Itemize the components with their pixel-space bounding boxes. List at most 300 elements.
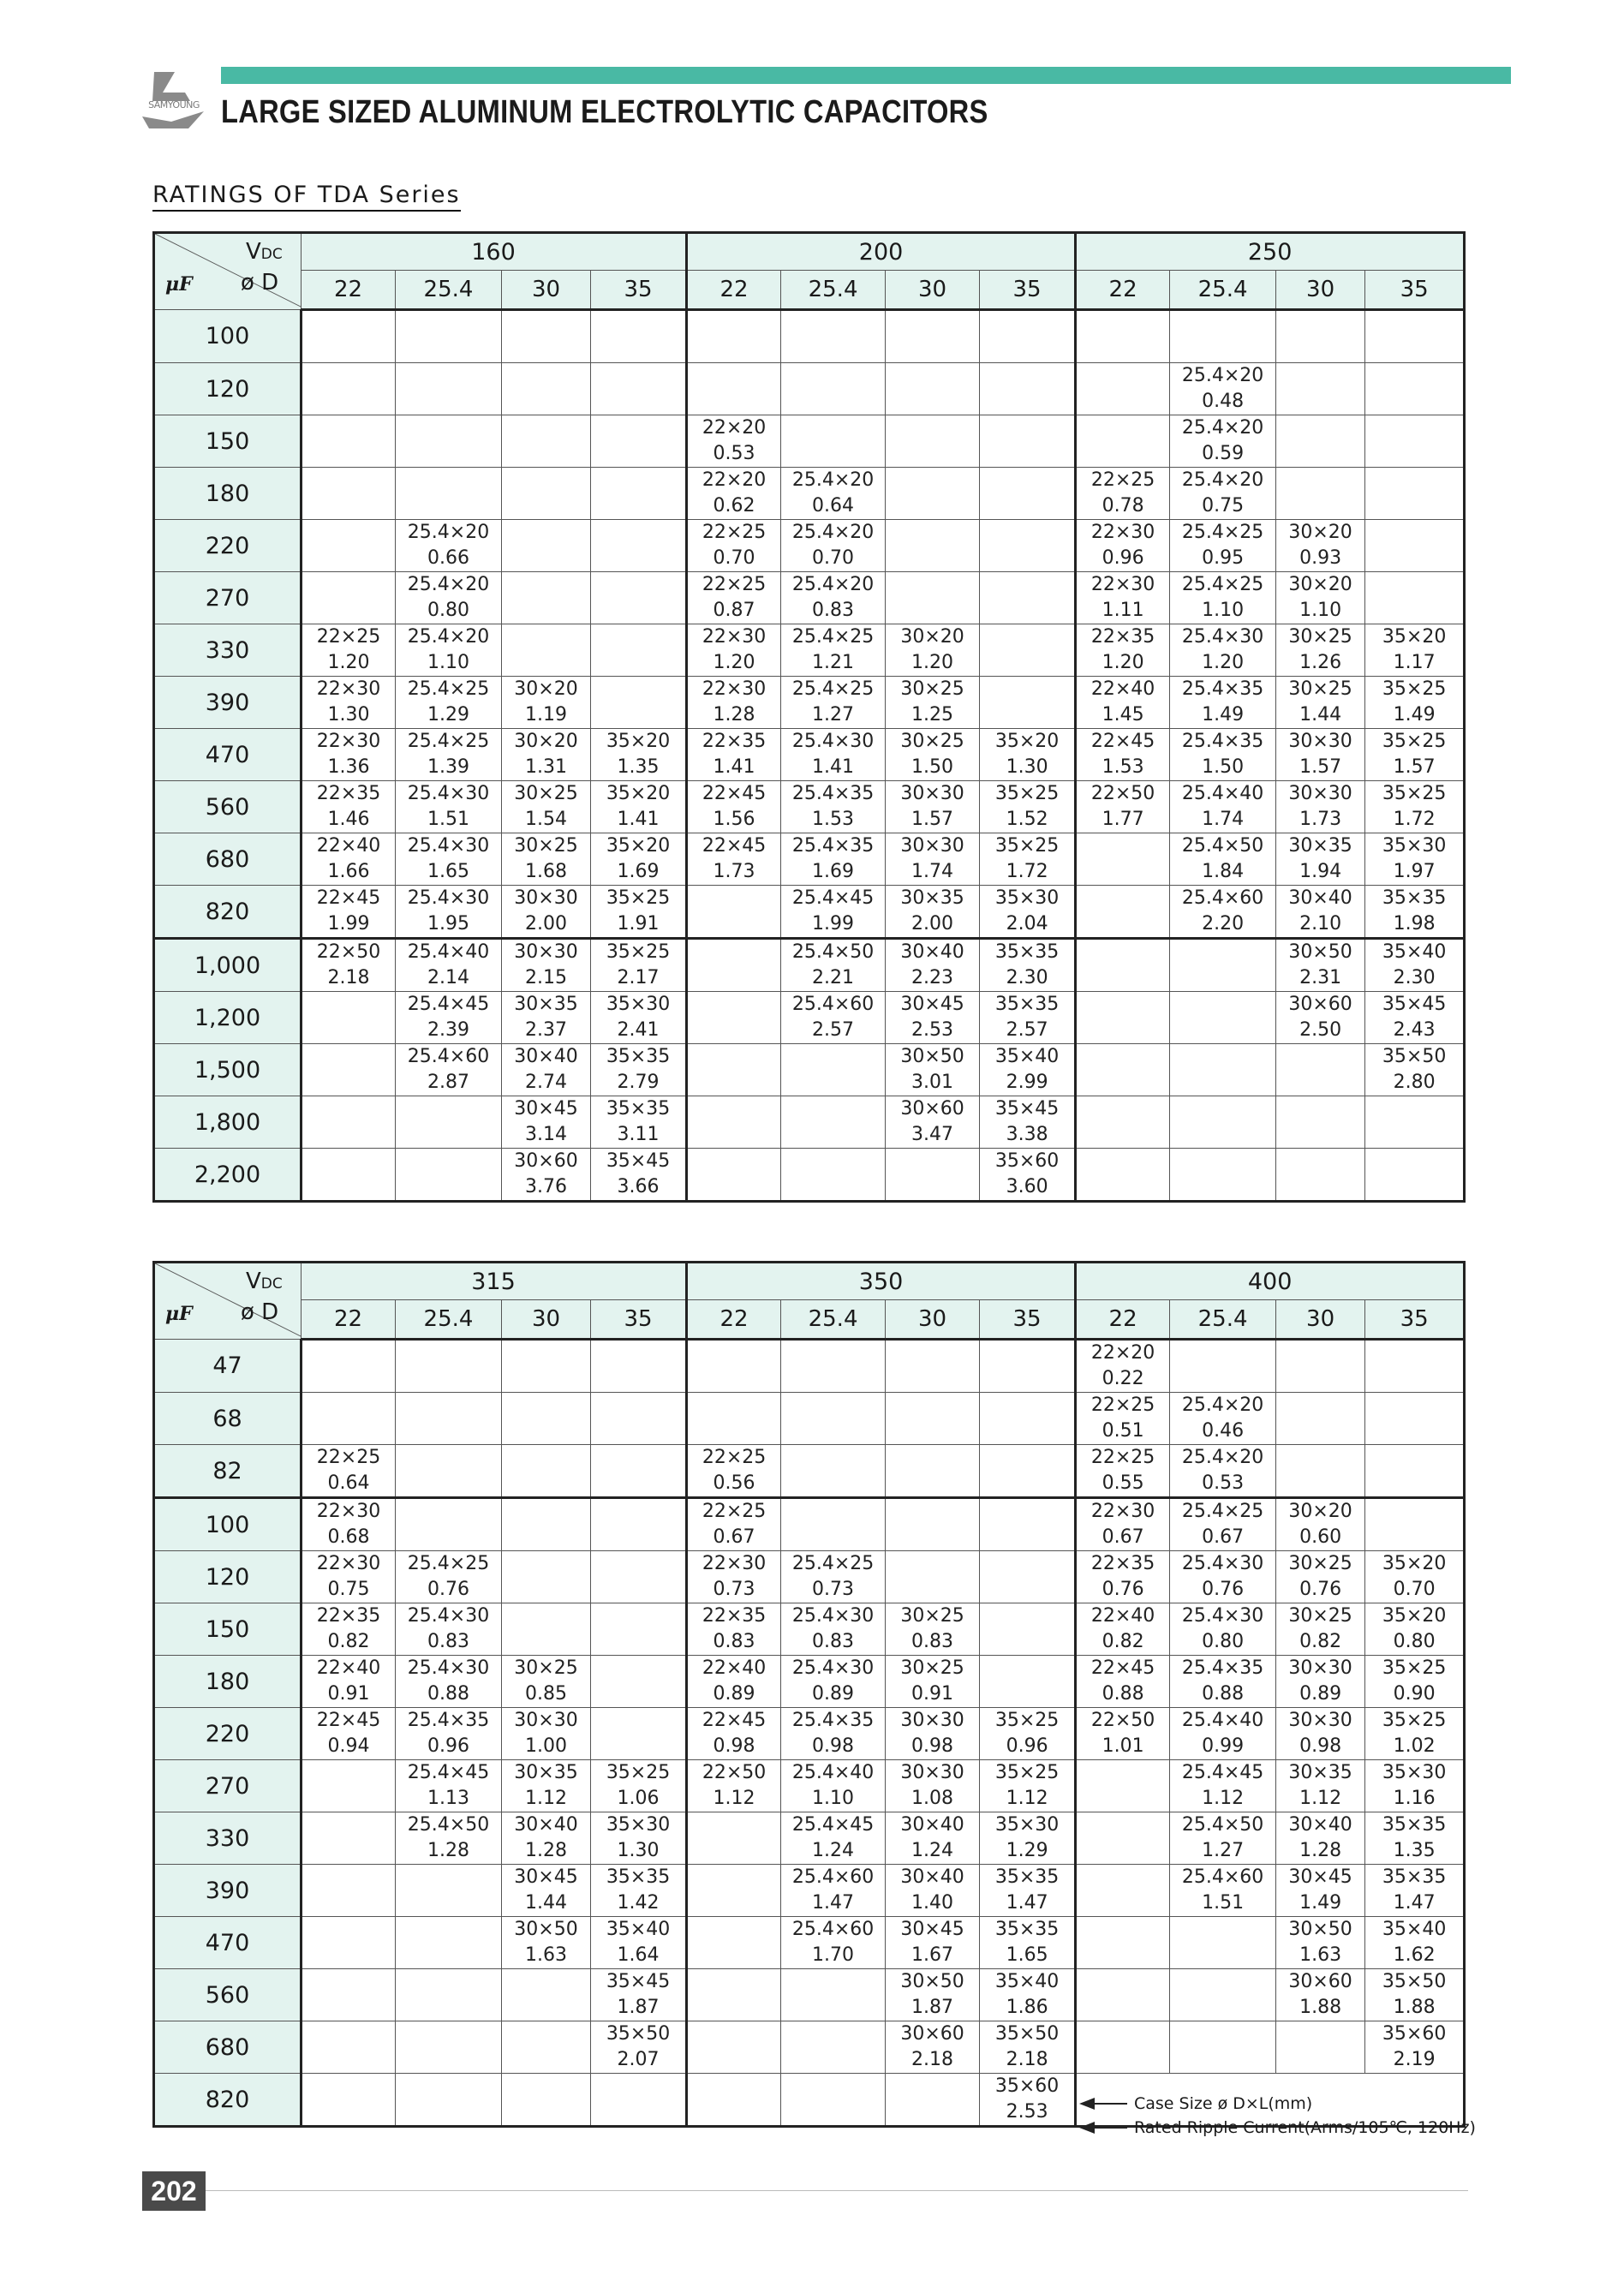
ripple-current: 1.11 bbox=[1102, 600, 1144, 621]
rating-cell bbox=[396, 1393, 502, 1445]
table-row bbox=[154, 1760, 1465, 1812]
case-size: 22×35 bbox=[1090, 626, 1155, 648]
ripple-current bbox=[1077, 1943, 1169, 1968]
case-size: 25.4×20 bbox=[1181, 1447, 1264, 1468]
case-size: 25.4×30 bbox=[1181, 626, 1264, 648]
rating-cell bbox=[781, 886, 886, 939]
rating-cell bbox=[502, 2074, 591, 2127]
case-size bbox=[502, 1603, 590, 1629]
case-size: 30×50 bbox=[900, 1046, 964, 1067]
ripple-current: 0.73 bbox=[713, 1579, 755, 1600]
ripple-current bbox=[1365, 1366, 1463, 1392]
rating-cell bbox=[302, 468, 396, 520]
rating-cell bbox=[591, 939, 687, 992]
rating-cell bbox=[396, 1096, 502, 1149]
diameter-header: 22 bbox=[302, 1300, 396, 1340]
ripple-current: 1.10 bbox=[1299, 600, 1342, 621]
case-size: 22×25 bbox=[316, 1447, 381, 1468]
diameter-header: 35 bbox=[980, 271, 1076, 310]
case-size: 22×30 bbox=[1090, 522, 1155, 543]
ripple-current: 3.60 bbox=[1006, 1176, 1048, 1197]
ripple-current: 1.08 bbox=[911, 1788, 954, 1809]
rating-cell bbox=[1076, 1917, 1170, 1969]
rating-cell bbox=[1276, 624, 1365, 677]
rating-cell bbox=[1365, 992, 1465, 1044]
case-size: 22×50 bbox=[702, 1762, 767, 1783]
ripple-current bbox=[1077, 2047, 1169, 2073]
rating-cell bbox=[886, 833, 980, 886]
ripple-current: 0.76 bbox=[1202, 1579, 1245, 1600]
rating-cell bbox=[502, 1708, 591, 1760]
rating-cell bbox=[1170, 572, 1276, 624]
footer-rule bbox=[206, 2190, 1468, 2191]
rating-cell bbox=[687, 1096, 781, 1149]
diameter-header: 35 bbox=[980, 1300, 1076, 1340]
case-size: 25.4×25 bbox=[407, 731, 490, 752]
rating-cell bbox=[980, 572, 1076, 624]
voltage-header: 350 bbox=[687, 1263, 1076, 1300]
diameter-header: 22 bbox=[1076, 1300, 1170, 1340]
rating-cell bbox=[502, 310, 591, 363]
rating-cell bbox=[591, 572, 687, 624]
case-size bbox=[1077, 1812, 1169, 1838]
rating-cell bbox=[687, 886, 781, 939]
case-size: 30×20 bbox=[900, 626, 964, 648]
ripple-current: 0.99 bbox=[1202, 1735, 1245, 1757]
table-row bbox=[154, 1340, 1465, 1393]
case-size: 25.4×60 bbox=[1181, 1866, 1264, 1888]
case-size bbox=[302, 2021, 395, 2047]
rating-cell bbox=[1365, 1603, 1465, 1656]
case-size bbox=[1276, 1096, 1364, 1122]
ripple-current bbox=[302, 389, 395, 415]
case-size bbox=[886, 1341, 979, 1366]
ripple-current bbox=[302, 1018, 395, 1043]
ripple-current bbox=[591, 441, 685, 467]
case-size: 35×25 bbox=[606, 887, 671, 909]
case-size bbox=[1170, 1969, 1275, 1995]
ripple-current bbox=[591, 1418, 685, 1444]
ripple-current: 0.98 bbox=[812, 1735, 855, 1757]
ripple-current: 0.96 bbox=[1006, 1735, 1048, 1757]
case-size: 30×30 bbox=[900, 835, 964, 857]
rating-cell bbox=[886, 1760, 980, 1812]
ripple-current: 1.35 bbox=[617, 756, 660, 778]
ripple-current: 2.19 bbox=[1393, 2049, 1436, 2070]
ripple-current: 1.31 bbox=[525, 756, 567, 778]
rating-cell bbox=[687, 781, 781, 833]
ripple-current bbox=[1276, 337, 1364, 362]
ripple-current bbox=[980, 389, 1074, 415]
ripple-current bbox=[302, 1174, 395, 1200]
ripple-current: 1.63 bbox=[1299, 1944, 1342, 1966]
rating-cell bbox=[1365, 1812, 1465, 1865]
ripple-current bbox=[1365, 1122, 1463, 1148]
ripple-current: 1.57 bbox=[1393, 756, 1436, 778]
ripple-current: 0.83 bbox=[812, 600, 855, 621]
case-size: 30×30 bbox=[1288, 1710, 1352, 1731]
case-size: 35×35 bbox=[1382, 1866, 1447, 1888]
ripple-current bbox=[591, 1525, 685, 1550]
rating-cell bbox=[1170, 1969, 1276, 2021]
rating-cell bbox=[687, 992, 781, 1044]
ripple-current bbox=[980, 546, 1074, 571]
ripple-current: 2.15 bbox=[525, 967, 567, 988]
case-size: 35×35 bbox=[606, 1098, 671, 1120]
case-size: 25.4×20 bbox=[791, 574, 875, 595]
ripple-current: 1.99 bbox=[327, 913, 370, 934]
rating-cell bbox=[1276, 1708, 1365, 1760]
rating-cell bbox=[1365, 1708, 1465, 1760]
case-size bbox=[980, 677, 1074, 702]
rating-cell bbox=[502, 468, 591, 520]
rating-cell bbox=[1170, 2021, 1276, 2074]
rating-cell bbox=[502, 520, 591, 572]
case-size bbox=[502, 415, 590, 441]
rating-cell bbox=[781, 1551, 886, 1603]
rating-cell bbox=[302, 1760, 396, 1812]
table-row bbox=[154, 572, 1465, 624]
rating-cell bbox=[591, 886, 687, 939]
rating-cell bbox=[781, 1393, 886, 1445]
case-size: 35×25 bbox=[606, 1762, 671, 1783]
capacitance-row-header: 270 bbox=[154, 1760, 302, 1812]
rating-cell bbox=[980, 1917, 1076, 1969]
ripple-current: 0.89 bbox=[812, 1683, 855, 1705]
ripple-current: 1.64 bbox=[617, 1944, 660, 1966]
case-size bbox=[1365, 572, 1463, 598]
ripple-current: 0.67 bbox=[713, 1526, 755, 1548]
ripple-current bbox=[1276, 1418, 1364, 1444]
rating-cell bbox=[1276, 781, 1365, 833]
ripple-current: 2.18 bbox=[1006, 2049, 1048, 2070]
case-size: 25.4×20 bbox=[407, 522, 490, 543]
ripple-current: 1.21 bbox=[812, 652, 855, 673]
ripple-current bbox=[886, 493, 979, 519]
ripple-current: 2.00 bbox=[525, 913, 567, 934]
rating-cell bbox=[886, 1393, 980, 1445]
case-size: 30×30 bbox=[514, 887, 578, 909]
case-size bbox=[688, 1917, 780, 1943]
case-size: 22×30 bbox=[316, 1553, 381, 1574]
diameter-header: 30 bbox=[1276, 1300, 1365, 1340]
ripple-current bbox=[1170, 2047, 1275, 2073]
ripple-current bbox=[1365, 389, 1463, 415]
case-size bbox=[591, 1341, 685, 1366]
ripple-current: 1.53 bbox=[1102, 756, 1144, 778]
rating-cell bbox=[886, 1340, 980, 1393]
arrow-left-icon bbox=[1079, 2121, 1127, 2135]
ripple-current: 1.46 bbox=[327, 809, 370, 830]
rating-cell bbox=[302, 1044, 396, 1096]
case-size: 30×30 bbox=[900, 1762, 964, 1783]
ripple-current bbox=[1077, 859, 1169, 885]
ripple-current: 1.24 bbox=[911, 1840, 954, 1861]
ripple-current: 1.10 bbox=[1202, 600, 1245, 621]
ripple-current bbox=[688, 965, 780, 991]
ripple-current: 1.53 bbox=[812, 809, 855, 830]
ripple-current: 0.22 bbox=[1102, 1368, 1144, 1389]
case-size bbox=[781, 1149, 885, 1174]
rating-cell bbox=[781, 1445, 886, 1498]
table-row bbox=[154, 520, 1465, 572]
ripple-current: 1.49 bbox=[1299, 1892, 1342, 1914]
rating-cell bbox=[1076, 1044, 1170, 1096]
capacitance-row-header: 680 bbox=[154, 2021, 302, 2074]
rating-cell bbox=[1365, 1340, 1465, 1393]
rating-cell bbox=[781, 1708, 886, 1760]
rating-cell bbox=[980, 363, 1076, 415]
ripple-current bbox=[688, 1122, 780, 1148]
ripple-current bbox=[502, 1471, 590, 1496]
case-size bbox=[688, 311, 780, 337]
case-size: 30×45 bbox=[514, 1866, 578, 1888]
case-size: 22×35 bbox=[316, 783, 381, 804]
ripple-current: 1.30 bbox=[1006, 756, 1048, 778]
ripple-current: 1.16 bbox=[1393, 1788, 1436, 1809]
ripple-current bbox=[591, 1734, 685, 1759]
ripple-current bbox=[688, 1418, 780, 1444]
ripple-current bbox=[886, 1174, 979, 1200]
case-size: 35×25 bbox=[1382, 1710, 1447, 1731]
case-size: 22×25 bbox=[1090, 1394, 1155, 1416]
ripple-current: 0.80 bbox=[1393, 1631, 1436, 1652]
case-size bbox=[980, 1603, 1074, 1629]
rating-cell bbox=[591, 1708, 687, 1760]
ripple-current bbox=[302, 1070, 395, 1096]
rating-cell bbox=[781, 992, 886, 1044]
rating-cell bbox=[980, 1656, 1076, 1708]
case-size bbox=[591, 624, 685, 650]
rating-cell bbox=[1076, 1551, 1170, 1603]
rating-cell bbox=[980, 1969, 1076, 2021]
ripple-current: 1.50 bbox=[1202, 756, 1245, 778]
rating-cell bbox=[502, 572, 591, 624]
rating-cell bbox=[591, 1551, 687, 1603]
ripple-current bbox=[302, 2047, 395, 2073]
case-size bbox=[502, 363, 590, 389]
case-size: 35×25 bbox=[1382, 783, 1447, 804]
case-size: 30×20 bbox=[514, 731, 578, 752]
ripple-current: 1.88 bbox=[1393, 1997, 1436, 2018]
ripple-current: 1.72 bbox=[1006, 861, 1048, 882]
case-size bbox=[1077, 1917, 1169, 1943]
case-size: 22×35 bbox=[702, 731, 767, 752]
ripple-current: 1.27 bbox=[1202, 1840, 1245, 1861]
ripple-current bbox=[688, 2047, 780, 2073]
ratings-table-160-250v bbox=[152, 231, 1466, 1203]
case-size: 30×50 bbox=[514, 1919, 578, 1940]
rating-cell bbox=[591, 992, 687, 1044]
ripple-current: 2.14 bbox=[427, 967, 469, 988]
case-size bbox=[396, 311, 501, 337]
corner-header bbox=[154, 233, 302, 310]
rating-cell bbox=[302, 677, 396, 729]
ripple-current: 2.30 bbox=[1006, 967, 1048, 988]
ripple-current bbox=[302, 1366, 395, 1392]
ripple-current: 1.20 bbox=[911, 652, 954, 673]
case-size: 35×40 bbox=[606, 1919, 671, 1940]
case-size: 22×45 bbox=[1090, 1657, 1155, 1679]
case-size: 22×20 bbox=[1090, 1342, 1155, 1364]
ripple-current bbox=[591, 598, 685, 624]
ripple-current: 0.64 bbox=[327, 1472, 370, 1494]
ripple-current: 1.69 bbox=[617, 861, 660, 882]
rating-cell bbox=[591, 1603, 687, 1656]
rating-cell bbox=[980, 1708, 1076, 1760]
ripple-current bbox=[781, 1366, 885, 1392]
ripple-current: 1.77 bbox=[1102, 809, 1144, 830]
case-size bbox=[980, 1393, 1074, 1418]
case-size: 22×25 bbox=[702, 1447, 767, 1468]
case-size: 30×20 bbox=[1288, 522, 1352, 543]
case-size bbox=[502, 1499, 590, 1525]
table-row bbox=[154, 468, 1465, 520]
rating-cell bbox=[1076, 1969, 1170, 2021]
rating-cell bbox=[302, 992, 396, 1044]
ripple-current: 0.85 bbox=[525, 1683, 567, 1705]
rating-cell bbox=[1170, 1096, 1276, 1149]
rating-cell bbox=[591, 1865, 687, 1917]
rating-cell bbox=[396, 1149, 502, 1202]
case-size: 35×30 bbox=[994, 1814, 1060, 1836]
case-size: 35×25 bbox=[1382, 731, 1447, 752]
rating-cell bbox=[1170, 1760, 1276, 1812]
rating-cell bbox=[396, 1917, 502, 1969]
ripple-current bbox=[1276, 1366, 1364, 1392]
rating-cell bbox=[687, 1708, 781, 1760]
case-size bbox=[781, 1445, 885, 1471]
rating-cell bbox=[396, 886, 502, 939]
capacitance-row-header: 150 bbox=[154, 415, 302, 468]
rating-cell bbox=[1170, 520, 1276, 572]
case-size: 25.4×30 bbox=[407, 887, 490, 909]
rating-cell bbox=[302, 2021, 396, 2074]
ripple-current bbox=[688, 1018, 780, 1043]
rating-cell bbox=[1276, 1149, 1365, 1202]
ripple-current bbox=[1077, 337, 1169, 362]
ripple-current: 1.98 bbox=[1393, 913, 1436, 934]
rating-cell bbox=[591, 1760, 687, 1812]
capacitance-row-header: 330 bbox=[154, 1812, 302, 1865]
rating-cell bbox=[591, 677, 687, 729]
ripple-current bbox=[980, 1577, 1074, 1603]
rating-cell bbox=[1076, 520, 1170, 572]
case-size: 30×25 bbox=[1288, 678, 1352, 700]
ripple-current: 2.10 bbox=[1299, 913, 1342, 934]
case-size: 22×50 bbox=[316, 941, 381, 963]
rating-cell bbox=[980, 1445, 1076, 1498]
ripple-current: 1.13 bbox=[427, 1788, 469, 1809]
case-size bbox=[688, 992, 780, 1018]
ripple-current bbox=[1077, 389, 1169, 415]
rating-cell bbox=[396, 1551, 502, 1603]
rating-cell bbox=[886, 1812, 980, 1865]
ripple-current bbox=[781, 1995, 885, 2021]
ratings-table-315-400v bbox=[152, 1261, 1466, 2128]
case-size bbox=[886, 363, 979, 389]
rating-cell bbox=[781, 1340, 886, 1393]
case-size bbox=[396, 1096, 501, 1122]
rating-cell bbox=[591, 1340, 687, 1393]
case-size: 22×25 bbox=[1090, 1447, 1155, 1468]
case-size bbox=[1276, 1445, 1364, 1471]
rating-cell bbox=[1170, 310, 1276, 363]
case-size: 22×40 bbox=[1090, 678, 1155, 700]
case-size: 25.4×20 bbox=[1181, 469, 1264, 491]
case-size: 25.4×25 bbox=[407, 1553, 490, 1574]
capacitance-unit-label: μF bbox=[165, 273, 193, 296]
diameter-header: 25.4 bbox=[781, 1300, 886, 1340]
rating-cell bbox=[1365, 1969, 1465, 2021]
ripple-current: 2.74 bbox=[525, 1072, 567, 1093]
case-size bbox=[980, 415, 1074, 441]
ripple-current bbox=[688, 1890, 780, 1916]
rating-cell bbox=[687, 1969, 781, 2021]
case-size bbox=[302, 1393, 395, 1418]
case-size bbox=[591, 1499, 685, 1525]
rating-cell bbox=[302, 1149, 396, 1202]
case-size bbox=[1365, 1149, 1463, 1174]
rating-cell bbox=[1170, 468, 1276, 520]
ripple-current bbox=[1276, 1122, 1364, 1148]
vdc-label: VDC bbox=[246, 239, 283, 265]
ripple-current: 1.51 bbox=[427, 809, 469, 830]
rating-cell bbox=[886, 1149, 980, 1202]
ripple-current: 1.47 bbox=[1393, 1892, 1436, 1914]
table-row bbox=[154, 1551, 1465, 1603]
ripple-current bbox=[591, 1629, 685, 1655]
case-size: 35×30 bbox=[1382, 835, 1447, 857]
case-size: 22×50 bbox=[1090, 783, 1155, 804]
rating-cell bbox=[502, 992, 591, 1044]
diameter-header: 30 bbox=[502, 1300, 591, 1340]
case-size bbox=[502, 1393, 590, 1418]
ripple-current bbox=[886, 337, 979, 362]
rating-cell bbox=[886, 520, 980, 572]
case-size bbox=[396, 2021, 501, 2047]
case-size bbox=[302, 520, 395, 546]
case-size bbox=[502, 311, 590, 337]
voltage-header: 200 bbox=[687, 233, 1076, 271]
case-size bbox=[302, 1969, 395, 1995]
rating-cell bbox=[1170, 781, 1276, 833]
case-size bbox=[1077, 2021, 1169, 2047]
case-size: 35×20 bbox=[606, 783, 671, 804]
case-size bbox=[1365, 1341, 1463, 1366]
ripple-current: 1.12 bbox=[1202, 1788, 1245, 1809]
case-size: 25.4×50 bbox=[791, 941, 875, 963]
rating-cell bbox=[980, 729, 1076, 781]
case-size bbox=[1077, 363, 1169, 389]
ripple-current bbox=[591, 650, 685, 676]
rating-cell bbox=[980, 939, 1076, 992]
case-size bbox=[1276, 311, 1364, 337]
case-size bbox=[302, 311, 395, 337]
ripple-current: 1.69 bbox=[812, 861, 855, 882]
ripple-current bbox=[502, 1366, 590, 1392]
rating-cell bbox=[591, 1445, 687, 1498]
case-size bbox=[1365, 1096, 1463, 1122]
rating-cell bbox=[687, 1760, 781, 1812]
ripple-current bbox=[1276, 1174, 1364, 1200]
ripple-current bbox=[502, 337, 590, 362]
case-size bbox=[781, 1096, 885, 1122]
case-size bbox=[302, 415, 395, 441]
rating-cell bbox=[1076, 677, 1170, 729]
rating-cell bbox=[1076, 1445, 1170, 1498]
capacitance-row-header: 470 bbox=[154, 729, 302, 781]
